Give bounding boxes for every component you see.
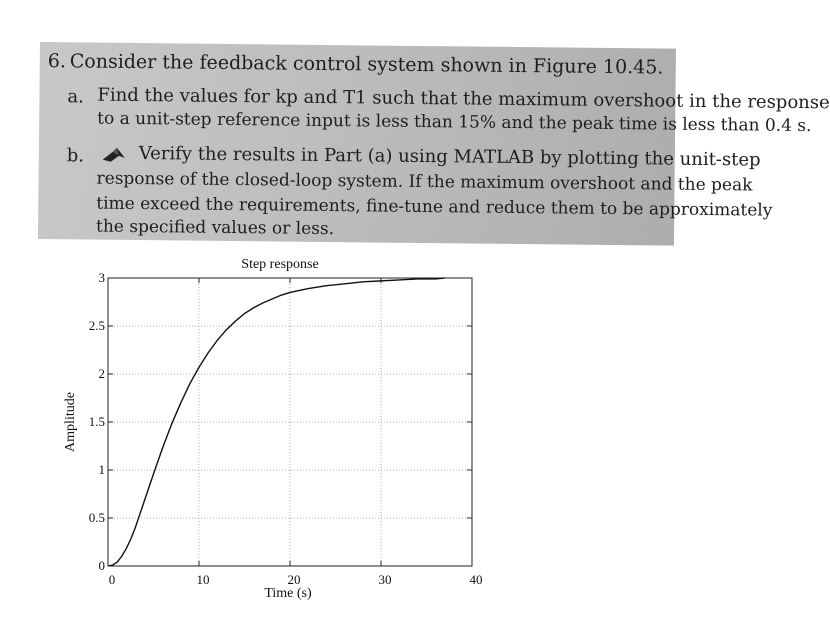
- x-tick-label: 40: [469, 572, 483, 587]
- y-tick-label: 1: [98, 462, 105, 477]
- y-tick-label: 1.5: [88, 414, 105, 429]
- part-a-line-2: to a unit-step reference input is less than 15% and the peak time is less than 0.4 s.: [97, 108, 812, 137]
- y-tick-label: 0.5: [88, 510, 105, 525]
- y-axis-label: Amplitude: [63, 392, 78, 452]
- part-a-line-1: Find the values for kp and T1 such that the maximum overshoot in the response: [97, 84, 830, 114]
- x-tick-label: 30: [378, 572, 392, 587]
- part-b-label: b.: [66, 145, 85, 167]
- problem-number: 6.: [47, 50, 67, 73]
- chart-title: Step response: [241, 257, 319, 272]
- part-b-line-2: response of the closed-loop system. If the maximum overshoot and the peak: [96, 168, 753, 196]
- part-b-line-1: Verify the results in Part (a) using MATLAB by plotting the unit-step: [138, 143, 761, 171]
- part-b-line-4: the specified values or less.: [95, 216, 335, 240]
- x-tick-label: 20: [287, 572, 301, 587]
- problem-intro: Consider the feedback control system shown in Figure 10.45.: [69, 50, 664, 79]
- x-tick-label: 10: [196, 572, 210, 587]
- y-tick-label: 2: [98, 366, 105, 381]
- y-tick-label: 0: [98, 558, 105, 573]
- x-tick-label: 0: [108, 572, 116, 587]
- y-tick-label: 2.5: [88, 318, 105, 333]
- part-a-label: a.: [67, 86, 84, 108]
- x-axis-label: Time (s): [264, 586, 312, 601]
- part-b-line-3: time exceed the requirements, fine-tune and reduce them to be approximately: [96, 193, 773, 221]
- y-tick-label: 3: [98, 270, 105, 285]
